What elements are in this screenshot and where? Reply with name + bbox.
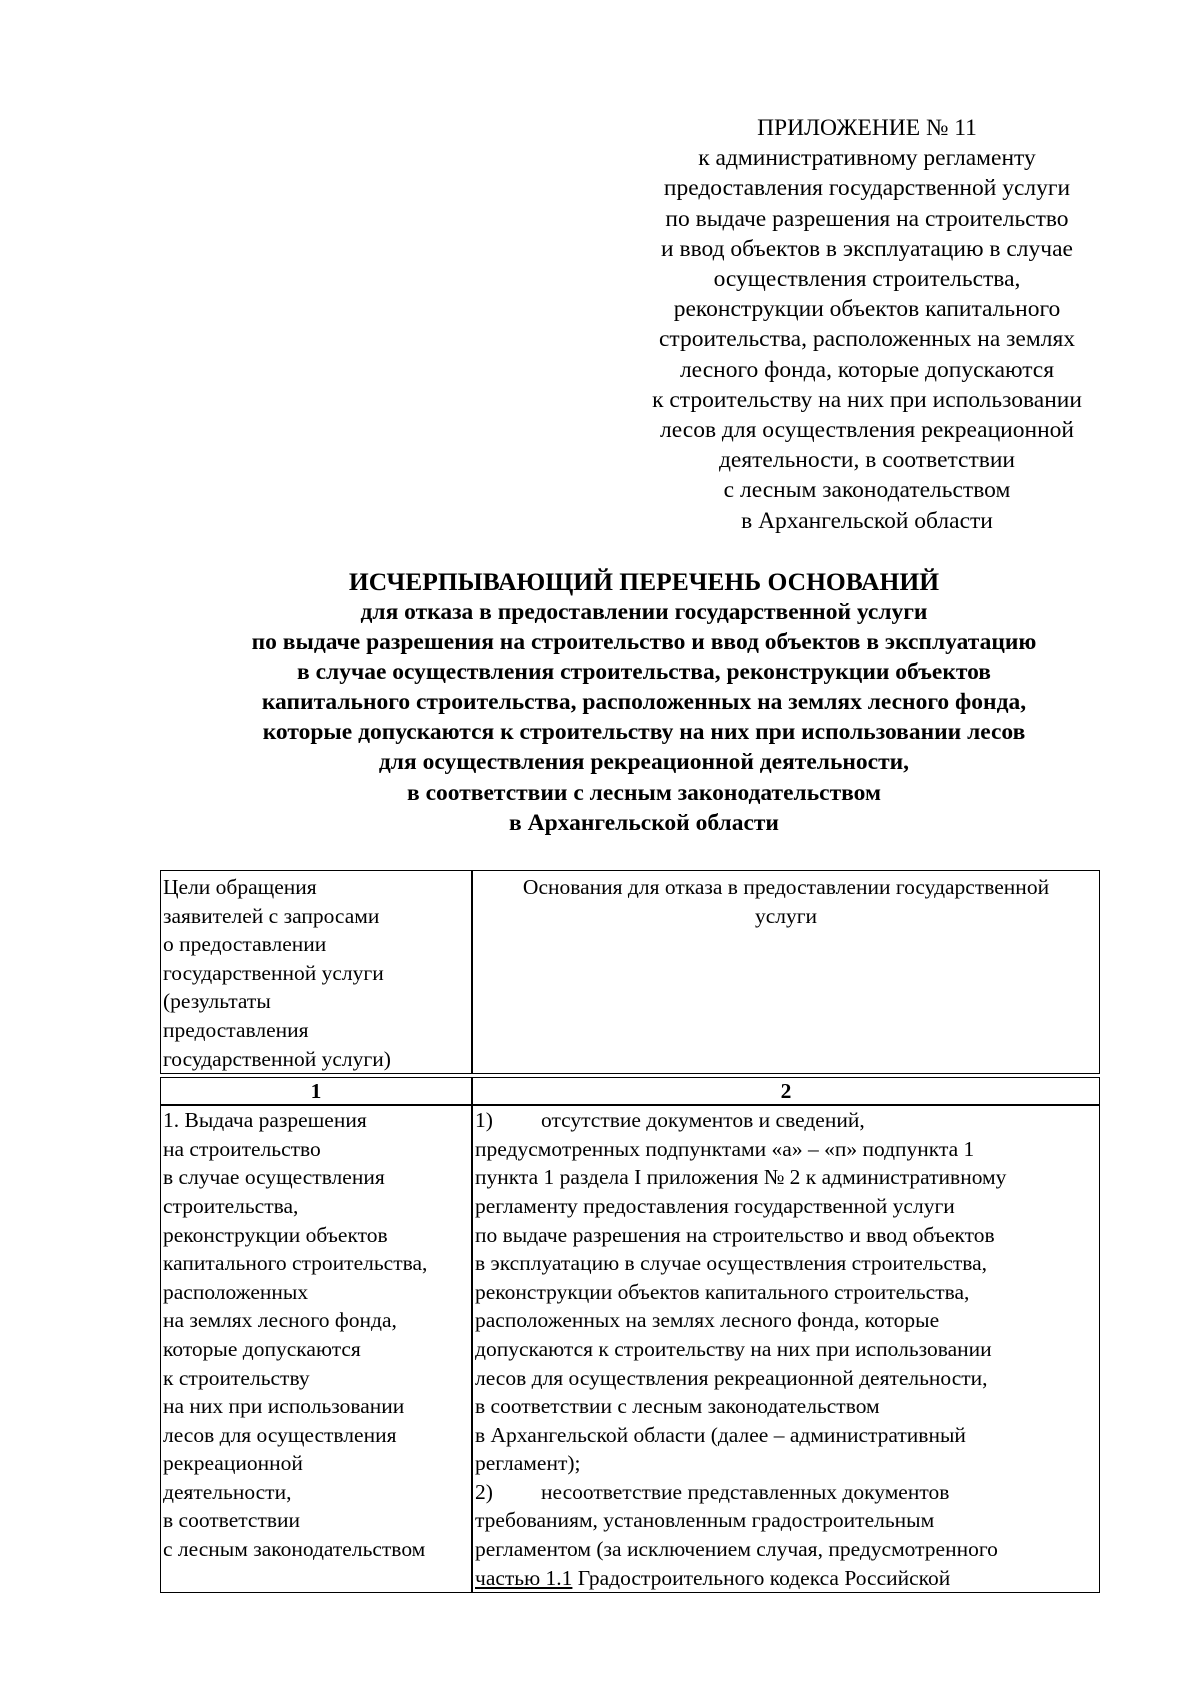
cell-line: лесов для осуществления рекреационной деятельности,: [475, 1365, 988, 1390]
header-line: государственной услуги): [163, 1046, 391, 1071]
cell-line: строительства,: [163, 1193, 299, 1218]
item-number: 2): [475, 1479, 493, 1504]
title-line: в соответствии с лесным законодательством: [407, 779, 881, 806]
cell-line: 1. Выдача разрешения: [163, 1108, 367, 1133]
header-line: Основания для отказа в предоставлении государственной: [522, 875, 1050, 899]
cell-line: на землях лесного фонда,: [163, 1308, 397, 1333]
document-title: [120, 567, 1168, 838]
header-line: государственной услуги: [163, 960, 384, 985]
cell-line: лесов для осуществления: [163, 1422, 397, 1447]
appendix-line: по выдаче разрешения на строительство: [665, 205, 1069, 232]
title-line: капитального строительства, расположенных на землях лесного фонда,: [261, 689, 1027, 716]
header-line: предоставления: [163, 1017, 309, 1042]
row-grounds-cell: [472, 1105, 1100, 1593]
appendix-line: реконструкции объектов капитального: [673, 296, 1061, 323]
grounds-item-2-last-line: [475, 1564, 1097, 1593]
cell-line: на строительство: [163, 1136, 321, 1161]
cell-line: в эксплуатацию в случае осуществления строительства,: [475, 1251, 988, 1276]
header-line: о предоставлении: [163, 932, 327, 957]
column-number-1: 1: [160, 1077, 472, 1105]
cell-line: в соответствии с лесным законодательством: [475, 1394, 880, 1419]
cell-line: расположенных на землях лесного фонда, которые: [475, 1308, 940, 1333]
appendix-line: предоставления государственной услуги: [663, 175, 1071, 202]
cell-line: предусмотренных подпунктами «а» – «п» подпункта 1: [475, 1136, 975, 1161]
appendix-line: в Архангельской области: [741, 507, 993, 534]
appendix-line: деятельности, в соответствии: [718, 447, 1016, 474]
cell-line: с лесным законодательством: [163, 1537, 426, 1562]
appendix-line: лесов для осуществления рекреационной: [660, 417, 1074, 444]
cell-line: капитального строительства,: [163, 1251, 428, 1276]
title-line: для отказа в предоставлении государственной услуги: [360, 599, 928, 625]
cell-line: допускаются к строительству на них при использовании: [475, 1336, 992, 1361]
grounds-table: [160, 870, 1100, 1593]
appendix-line: лесного фонда, которые допускаются: [679, 356, 1055, 383]
title-line: которые допускаются к строительству на них при использовании лесов: [262, 719, 1026, 746]
title-main: ИСЧЕРПЫВАЮЩИЙ ПЕРЕЧЕНЬ ОСНОВАНИЙ: [348, 567, 940, 596]
header-line: (результаты: [163, 989, 271, 1014]
header-line: услуги: [754, 903, 818, 928]
appendix-line: ПРИЛОЖЕНИЕ № 11: [757, 115, 977, 141]
cell-line: рекреационной: [163, 1451, 303, 1476]
appendix-line: с лесным законодательством: [723, 477, 1011, 504]
appendix-line: и ввод объектов в эксплуатацию в случае: [661, 235, 1073, 262]
title-line: для осуществления рекреационной деятельности,: [378, 749, 910, 776]
header-cell-grounds: [472, 870, 1100, 1074]
header-line: Цели обращения: [163, 875, 317, 899]
item-text: отсутствие документов и сведений,: [541, 1108, 865, 1133]
title-line: по выдаче разрешения на строительство и ввод объектов в эксплуатацию: [251, 629, 1037, 656]
cell-line: регламентом (за исключением случая, предусмотренного: [475, 1537, 998, 1562]
grounds-item-1-first-line: [475, 1106, 1097, 1135]
item-text: несоответствие представленных документов: [541, 1479, 950, 1504]
cell-line: в Архангельской области (далее – административный: [475, 1422, 966, 1447]
appendix-line: к административному регламенту: [698, 145, 1036, 172]
cell-line: реконструкции объектов капитального строительства,: [475, 1279, 970, 1304]
cell-line: регламенту предоставления государственной услуги: [475, 1193, 955, 1218]
cell-line: которые допускаются: [163, 1336, 361, 1361]
item-text: Градостроительного кодекса Российской: [572, 1565, 951, 1590]
table-header-row: [160, 870, 1100, 1074]
appendix-line: строительства, расположенных на землях: [658, 326, 1076, 353]
cell-line: в соответствии: [163, 1508, 301, 1533]
header-line: заявителей с запросами: [163, 903, 380, 928]
title-line: в Архангельской области: [509, 809, 779, 836]
grounds-item-2-first-line: [475, 1478, 1097, 1507]
code-article-link[interactable]: частью 1.1: [475, 1565, 573, 1590]
cell-line: требованиям, установленным градостроительным: [475, 1508, 935, 1533]
cell-line: к строительству: [163, 1365, 310, 1390]
table-number-row: [160, 1077, 1100, 1105]
appendix-line: к строительству на них при использовании: [652, 386, 1082, 413]
cell-line: пункта 1 раздела I приложения № 2 к административному: [475, 1165, 1007, 1190]
column-number-2: 2: [472, 1077, 1100, 1105]
cell-line: регламент);: [475, 1451, 581, 1476]
cell-line: деятельности,: [163, 1479, 292, 1504]
item-number: 1): [475, 1108, 493, 1133]
cell-line: реконструкции объектов: [163, 1222, 388, 1247]
title-line: в случае осуществления строительства, реконструкции объектов: [297, 659, 991, 686]
cell-line: расположенных: [163, 1279, 309, 1304]
appendix-header: [622, 113, 1112, 536]
cell-line: по выдаче разрешения на строительство и ввод объектов: [475, 1222, 995, 1247]
appendix-line: осуществления строительства,: [713, 266, 1021, 293]
cell-line: в случае осуществления: [163, 1165, 385, 1190]
table-row: [160, 1105, 1100, 1593]
cell-line: на них при использовании: [163, 1394, 405, 1419]
row-goal-cell: [160, 1105, 472, 1593]
header-cell-goals: [160, 870, 472, 1074]
